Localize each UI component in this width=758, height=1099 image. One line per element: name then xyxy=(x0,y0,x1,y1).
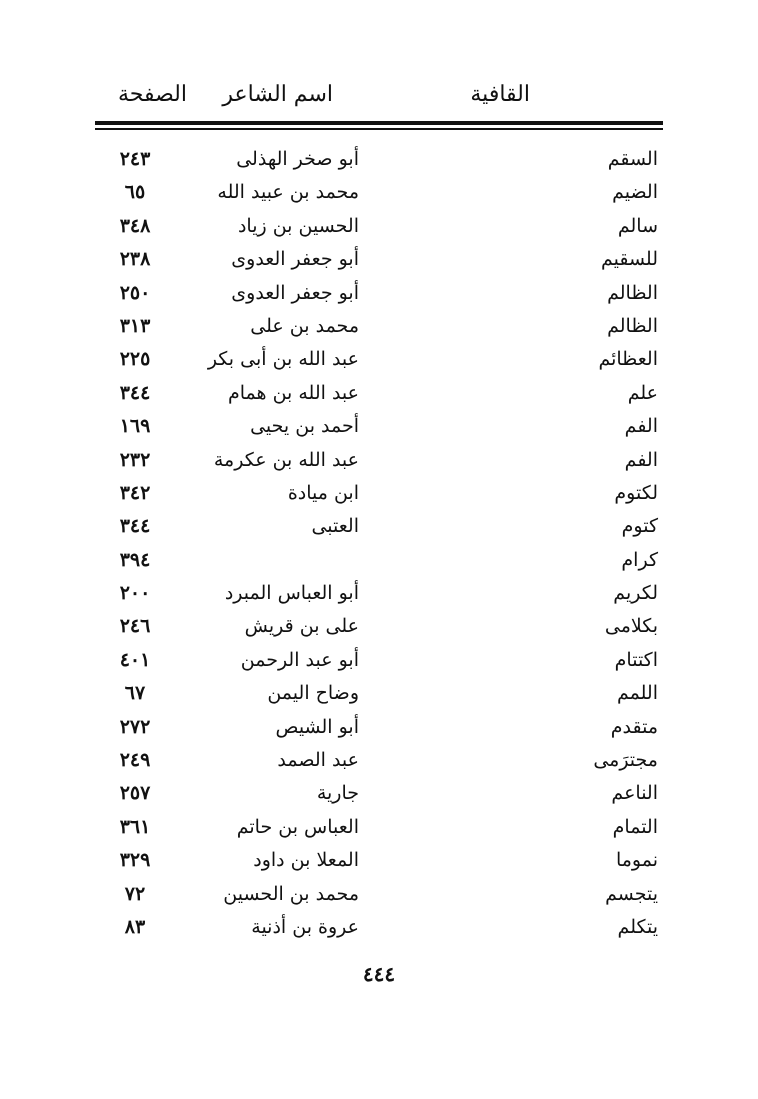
table-row xyxy=(0,376,758,409)
header-rhyme: القافية xyxy=(470,82,530,107)
table-row xyxy=(0,910,758,943)
table-row xyxy=(0,543,758,576)
poet-cell: أبو الشيص xyxy=(275,715,359,738)
poet-cell: أحمد بن يحيى xyxy=(250,415,359,438)
poet-cell: ابن ميادة xyxy=(287,481,359,504)
poet-cell: على بن قريش xyxy=(244,615,359,638)
poet-cell: الحسين بن زياد xyxy=(237,214,359,237)
rhyme-cell: سالم xyxy=(617,214,658,237)
page-number: ٤٤٤ xyxy=(362,962,396,986)
page-cell: ٢٤٣ xyxy=(119,148,151,170)
table-row xyxy=(0,743,758,776)
table-row xyxy=(0,576,758,609)
poet-cell: عبد الله بن عكرمة xyxy=(213,448,359,471)
poet-cell: جارية xyxy=(316,782,359,805)
page-cell: ٢٤٩ xyxy=(119,749,151,772)
poet-cell: أبو عبد الرحمن xyxy=(240,648,359,671)
page-cell: ٢٣٢ xyxy=(119,448,151,471)
page-cell: ٣٩٤ xyxy=(119,548,151,571)
table-row xyxy=(0,175,758,208)
rhyme-cell: اكتتام xyxy=(614,648,658,671)
table-row xyxy=(0,242,758,275)
page-cell: ٧٢ xyxy=(124,882,146,905)
page-cell: ٣٤٤ xyxy=(119,515,151,538)
rhyme-cell: الظالم xyxy=(607,314,658,337)
table-row xyxy=(0,276,758,309)
table-row xyxy=(0,710,758,743)
rhyme-cell: السقم xyxy=(607,148,658,170)
rhyme-cell: الفم xyxy=(624,448,658,471)
table-row xyxy=(0,142,758,175)
table-row xyxy=(0,209,758,242)
rhyme-cell: كتوم xyxy=(621,515,658,538)
page-cell: ٣٤٨ xyxy=(119,214,151,237)
page-cell: ٦٧ xyxy=(124,682,146,705)
rhyme-cell: يتجسم xyxy=(605,882,658,905)
table-row xyxy=(0,676,758,709)
poet-cell: أبو جعفر العدوى xyxy=(231,281,359,304)
poet-cell: أبو جعفر العدوى xyxy=(231,248,359,271)
table-row xyxy=(0,609,758,642)
poet-cell: العباس بن حاتم xyxy=(236,815,359,838)
header-rule-thick xyxy=(95,121,663,125)
rhyme-cell: مجترَمى xyxy=(593,749,658,772)
poet-cell: عبد الله بن همام xyxy=(227,381,359,404)
rhyme-cell: متقدم xyxy=(610,715,658,738)
page-cell: ٢٣٨ xyxy=(119,248,151,271)
page-cell: ٤٠١ xyxy=(119,648,151,671)
table-header xyxy=(0,82,758,118)
table-row xyxy=(0,776,758,809)
table-row xyxy=(0,443,758,476)
poet-cell: وضاح اليمن xyxy=(267,682,359,705)
header-rule-thin xyxy=(95,128,663,130)
page-cell: ٣٦١ xyxy=(119,815,151,838)
poet-cell: العتبى xyxy=(311,515,359,538)
poet-cell: محمد بن عبيد الله xyxy=(217,181,359,204)
table-row xyxy=(0,643,758,676)
page-cell: ٢٥٠ xyxy=(119,281,151,304)
rhyme-cell: بكلامى xyxy=(604,615,658,638)
table-row xyxy=(0,342,758,375)
rhyme-cell: نموما xyxy=(615,849,658,872)
rhyme-cell: كرام xyxy=(621,548,658,571)
page-cell: ٢٧٢ xyxy=(119,715,151,738)
page-cell: ٣٤٢ xyxy=(119,481,151,504)
poet-cell: محمد بن على xyxy=(250,314,359,337)
rhyme-cell: الفم xyxy=(624,415,658,438)
page-cell: ٢٠٠ xyxy=(119,582,151,605)
rhyme-cell: للسقيم xyxy=(600,248,658,271)
rhyme-cell: الضيم xyxy=(612,181,658,204)
page-cell: ١٦٩ xyxy=(119,415,151,438)
rhyme-cell: الناعم xyxy=(611,782,658,805)
poet-cell: أبو صخر الهذلى xyxy=(236,148,359,170)
rhyme-cell: لكتوم xyxy=(614,481,658,504)
table-row xyxy=(0,309,758,342)
rhyme-cell: التمام xyxy=(612,815,658,838)
rhyme-cell: علم xyxy=(627,381,658,404)
rhyme-cell: العظائم xyxy=(598,348,658,371)
page-cell: ٦٥ xyxy=(124,181,146,204)
page-cell: ٣١٣ xyxy=(119,314,151,337)
poet-cell: محمد بن الحسين xyxy=(223,882,359,905)
page-cell: ٣٤٤ xyxy=(119,381,151,404)
page-cell: ٣٢٩ xyxy=(119,849,151,872)
poet-cell: عبد الصمد xyxy=(277,749,359,772)
rhyme-cell: اللمم xyxy=(617,682,658,705)
index-table xyxy=(0,142,758,943)
rhyme-cell: يتكلم xyxy=(617,915,658,938)
rhyme-cell: الظالم xyxy=(607,281,658,304)
table-row xyxy=(0,877,758,910)
page-cell: ٨٣ xyxy=(124,915,146,938)
table-row xyxy=(0,476,758,509)
table-row xyxy=(0,409,758,442)
rhyme-cell: لكريم xyxy=(613,582,658,605)
poet-cell: عبد الله بن أبى بكر xyxy=(207,348,359,371)
header-poet: اسم الشاعر xyxy=(222,82,333,107)
table-row xyxy=(0,843,758,876)
poet-cell: أبو العباس المبرد xyxy=(224,582,359,605)
table-row xyxy=(0,810,758,843)
poet-cell: عروة بن أذنية xyxy=(251,915,359,938)
page-cell: ٢٥٧ xyxy=(119,782,151,805)
table-row xyxy=(0,509,758,542)
poet-cell: المعلا بن داود xyxy=(253,849,359,872)
header-page: الصفحة xyxy=(117,82,187,107)
page-cell: ٢٢٥ xyxy=(119,348,151,371)
page-cell: ٢٤٦ xyxy=(119,615,151,638)
